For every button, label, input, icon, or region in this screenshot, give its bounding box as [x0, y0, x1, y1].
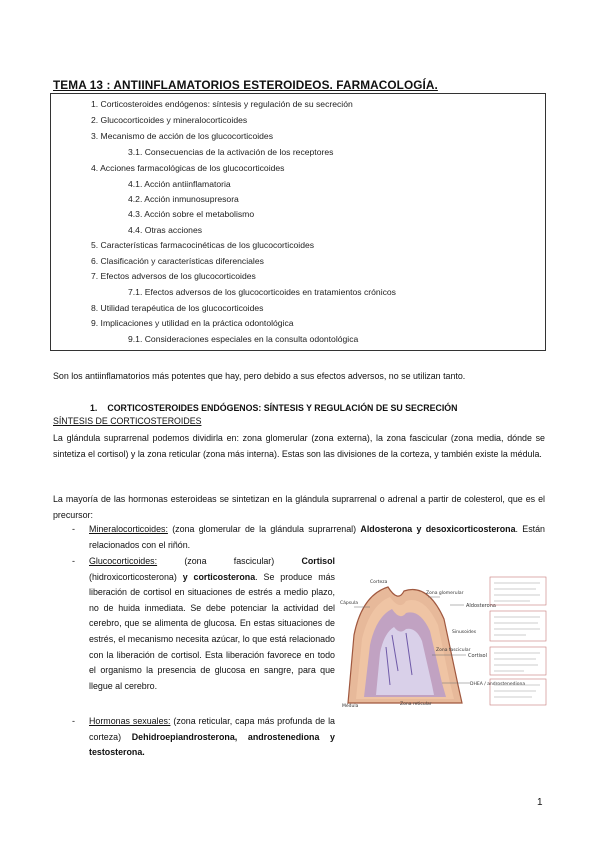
- label-aldosterona: Aldosterona: [466, 603, 496, 609]
- bullet-marker: -: [72, 716, 75, 726]
- bullet-glucocorticoides: [89, 554, 335, 694]
- bullet-text: (hidroxicorticosterona): [89, 571, 183, 582]
- section-number: 1.: [90, 403, 98, 413]
- intro-paragraph: Son los antiinflamatorios más potentes que hay, pero debido a sus efectos adversos, no se utilizan tanto.: [53, 371, 466, 381]
- section-heading: [90, 403, 457, 413]
- toc-item: 4.4. Otras acciones: [128, 225, 203, 235]
- adrenal-gland-diagram: [340, 575, 548, 710]
- page-number: 1: [537, 797, 543, 808]
- section-title: CORTICOSTEROIDES ENDÓGENOS: SÍNTESIS Y REGULACIÓN DE SU SECRECIÓN: [107, 403, 458, 413]
- toc-item: 4.1. Acción antiinflamatoria: [128, 179, 231, 189]
- bullet-bold: y corticosterona: [182, 571, 256, 582]
- bullet-marker: -: [72, 556, 75, 566]
- label-cortisol: Cortisol: [468, 653, 488, 659]
- paragraph-precursor: La mayoría de las hormonas esteroideas se sintetizan en la glándula suprarrenal o adrenal a partir de colesterol, que es el precursor:: [53, 494, 545, 520]
- note-box-2: [490, 611, 546, 641]
- label-medula: Médula: [342, 704, 359, 709]
- toc-item: 7. Efectos adversos de los glucocorticoides: [91, 271, 256, 281]
- bullet-bold: Cortisol: [301, 556, 335, 566]
- toc-item: 7.1. Efectos adversos de los glucocorticoides en tratamientos crónicos: [128, 287, 396, 297]
- label-reticular: Zona reticular: [400, 702, 432, 707]
- label-capsula: Cápsula: [340, 601, 358, 606]
- paragraph-zones: La glándula suprarrenal podemos dividirla en: zona glomerular (zona externa), la zona fascicular (zona media, dónde se sintetiza el cortisol) y la zona reticular (zona más interna). Estas son las divisiones de la corteza, y también existe la médula.: [53, 433, 545, 459]
- toc-item: 8. Utilidad terapéutica de los glucocorticoides: [91, 303, 264, 313]
- toc-item: 3.1. Consecuencias de la activación de los receptores: [128, 147, 334, 157]
- toc-item: 2. Glucocorticoides y mineralocorticoides: [91, 115, 248, 125]
- bullet-text: (zona reticular, capa más profunda de la corteza): [89, 716, 335, 742]
- label-corteza: Corteza: [370, 580, 388, 585]
- toc-item: 1. Corticosteroides endógenos: síntesis y regulación de su secreción: [91, 99, 353, 109]
- bullet-label: Hormonas sexuales:: [89, 716, 171, 726]
- label-andro: DHEA / androstenediona: [470, 682, 526, 687]
- toc-item: 4.3. Acción sobre el metabolismo: [128, 209, 255, 219]
- toc-item: 6. Clasificación y características diferenciales: [91, 256, 264, 266]
- bullet-mineralocorticoides: [89, 522, 545, 553]
- bullet-text: (zona fascicular): [157, 556, 302, 566]
- toc-item: 5. Características farmacocinéticas de los glucocorticoides: [91, 240, 315, 250]
- label-sinusoides: Sinusoides: [452, 630, 477, 635]
- label-glomerular: Zona glomerular: [426, 591, 464, 596]
- bullet-marker: -: [72, 524, 75, 534]
- page-title: TEMA 13 : ANTIINFLAMATORIOS ESTEROIDEOS. FARMACOLOGÍA.: [53, 78, 438, 92]
- toc-item: 3. Mecanismo de acción de los glucocorticoides: [91, 131, 273, 141]
- bullet-bold: Dehidroepiandrosterona, androstenediona y testosterona.: [89, 731, 335, 758]
- bullet-text: . Están relacionados con el riñón.: [89, 524, 545, 550]
- bullet-label: Glucocorticoides:: [89, 556, 158, 566]
- bullet-text: (zona glomerular de la glándula suprarrenal): [167, 524, 361, 534]
- label-fascicular: Zona fascicular: [436, 648, 471, 653]
- toc-item: 9.1. Consideraciones especiales en la consulta odontológica: [128, 334, 359, 344]
- bullet-bold: Aldosterona y desoxicorticosterona: [360, 524, 516, 534]
- subsection-heading: SÍNTESIS DE CORTICOSTEROIDES: [53, 416, 202, 426]
- toc-item: 4. Acciones farmacológicas de los glucocorticoides: [91, 163, 285, 173]
- bullet-hormonas-sexuales: [89, 714, 335, 761]
- toc-item: 9. Implicaciones y utilidad en la práctica odontológica: [91, 318, 294, 328]
- toc-item: 4.2. Acción inmunosupresora: [128, 194, 239, 204]
- bullet-text: . Se produce más liberación de cortisol en situaciones de estrés a medio plazo, no de huida inmediata. Se debe potenciar la actividad del cerebro, que se alimenta de glucosa. En estas situaciones de estrés, el mecanismo necesita azúcar, lo que está relacionado con la liberación de cortisol. Esta liberación favorece en todo el organismo la presencia de glucosa en sangre, para que llegue al cerebro.: [89, 571, 335, 691]
- bullet-label: Mineralocorticoides:: [89, 524, 168, 534]
